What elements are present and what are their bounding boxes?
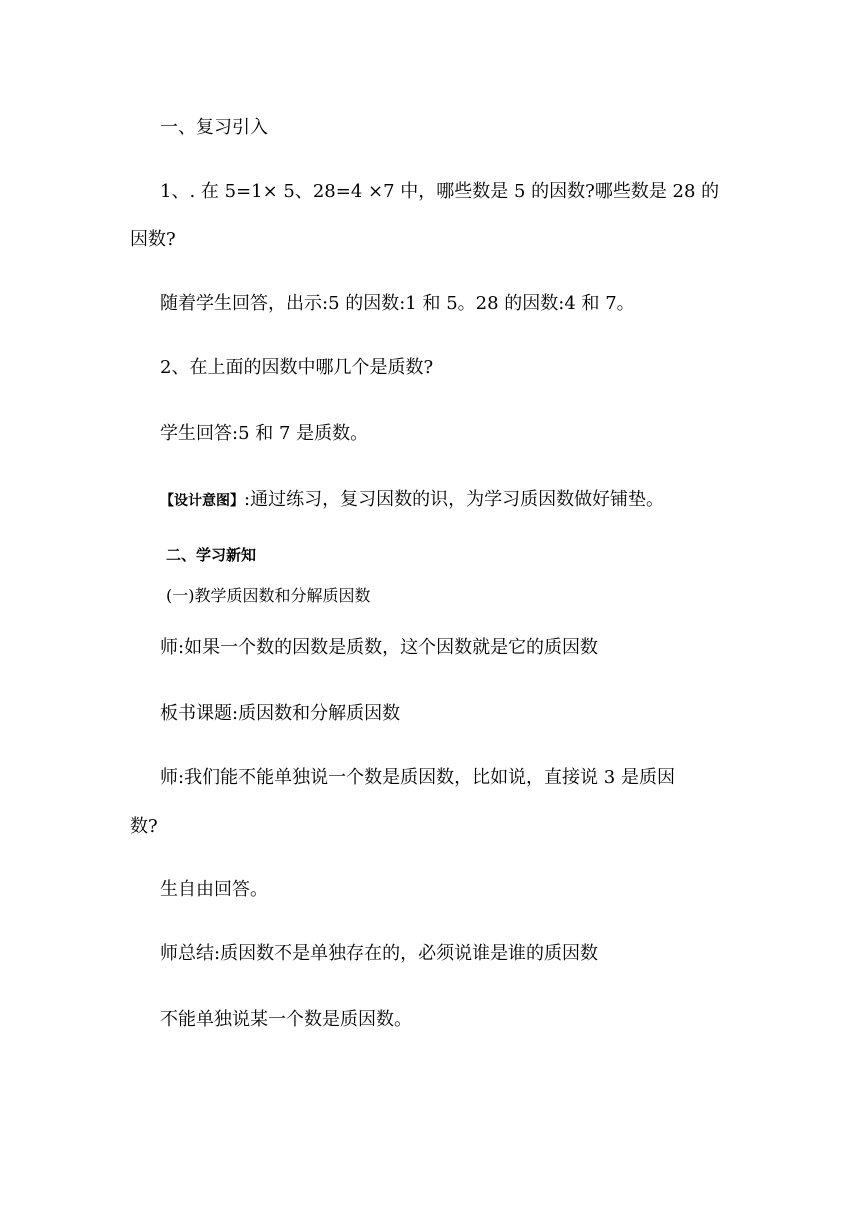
question-2: 2、在上面的因数中哪几个是质数? [160,357,434,378]
paragraph-teacher-question-line-2: 数? [130,816,158,837]
design-intent-label: 【设计意图】 [160,493,244,509]
answer-1: 随着学生回答，出示:5 的因数:1 和 5。28 的因数:4 和 7。 [160,293,635,314]
paragraph-teacher-question-line-1: 师:我们能不能单独说一个数是质因数，比如说，直接说 3 是质因 [160,767,675,788]
paragraph-teacher-definition: 师:如果一个数的因数是质数，这个因数就是它的质因数 [160,637,599,658]
question-1-line-1: 1、. 在 5=1× 5、28=4 ×7 中，哪些数是 5 的因数?哪些数是 28 的 [160,181,720,202]
answer-2: 学生回答:5 和 7 是质数。 [160,423,369,444]
subsection-heading: (一)教学质因数和分解质因数 [166,586,371,605]
section-heading-review: 一、复习引入 [160,117,268,138]
question-1-line-2: 因数? [130,229,176,250]
paragraph-conclusion: 不能单独说某一个数是质因数。 [160,1009,412,1030]
design-intent-text: :通过练习，复习因数的识，为学习质因数做好铺垫。 [244,489,665,510]
paragraph-students-answer: 生自由回答。 [160,879,268,900]
paragraph-board-title: 板书课题:质因数和分解质因数 [160,703,401,724]
paragraph-teacher-summary: 师总结:质因数不是单独存在的，必须说谁是谁的质因数 [160,943,599,964]
design-intent [160,488,664,513]
section-heading-new-knowledge: 二、学习新知 [166,546,257,564]
